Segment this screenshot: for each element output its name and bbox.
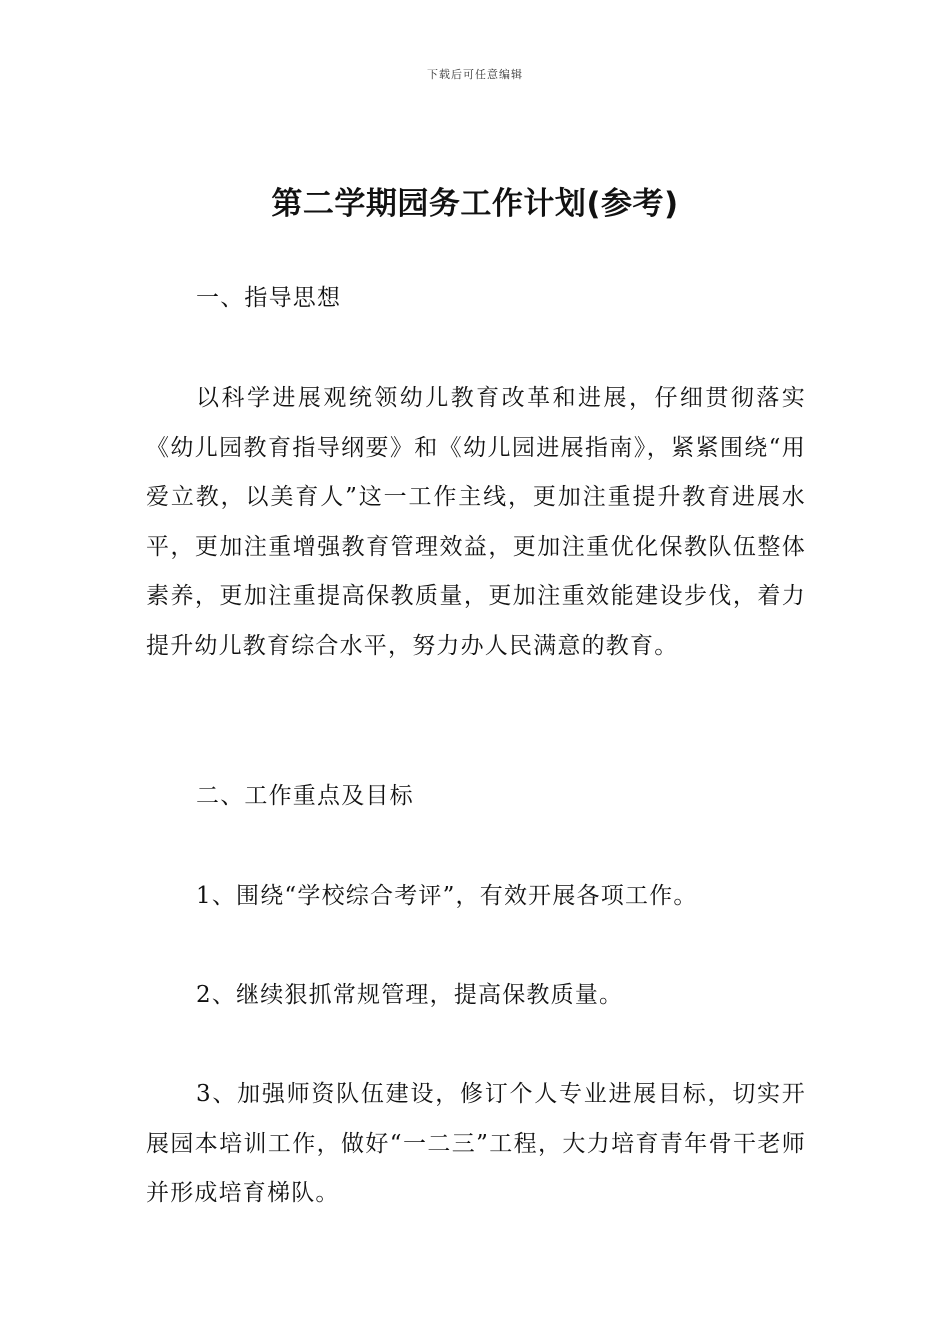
work-item-2: 2、继续狠抓常规管理，提高保教质量。 — [196, 982, 624, 1008]
section-paragraph-guiding-thought: 以科学进展观统领幼儿教育改革和进展，仔细贯彻落实《幼儿园教育指导纲要》和《幼儿园进展指南》，紧紧围绕“用爱立教，以美育人”这一工作主线，更加注重提升教育进展水平，更加注重增强教育管理效益，更加注重优化保教队伍整体素养，更加注重提高保教质量，更加注重效能建设步伐，着力提升幼儿教育综合水平，努力办人民满意的教育。 — [146, 385, 806, 659]
work-item-3: 3、加强师资队伍建设，修订个人专业进展目标，切实开展园本培训工作，做好“一二三”工程，大力培育青年骨干老师并形成培育梯队。 — [146, 1081, 806, 1206]
work-item-1: 1、围绕“学校综合考评”，有效开展各项工作。 — [196, 883, 698, 909]
section-heading-work-focus: 二、工作重点及目标 — [196, 783, 414, 809]
header-note: 下载后可任意编辑 — [427, 68, 523, 81]
document-title: 第二学期园务工作计划(参考) — [271, 186, 679, 222]
section-heading-guiding-thought: 一、指导思想 — [196, 285, 342, 311]
